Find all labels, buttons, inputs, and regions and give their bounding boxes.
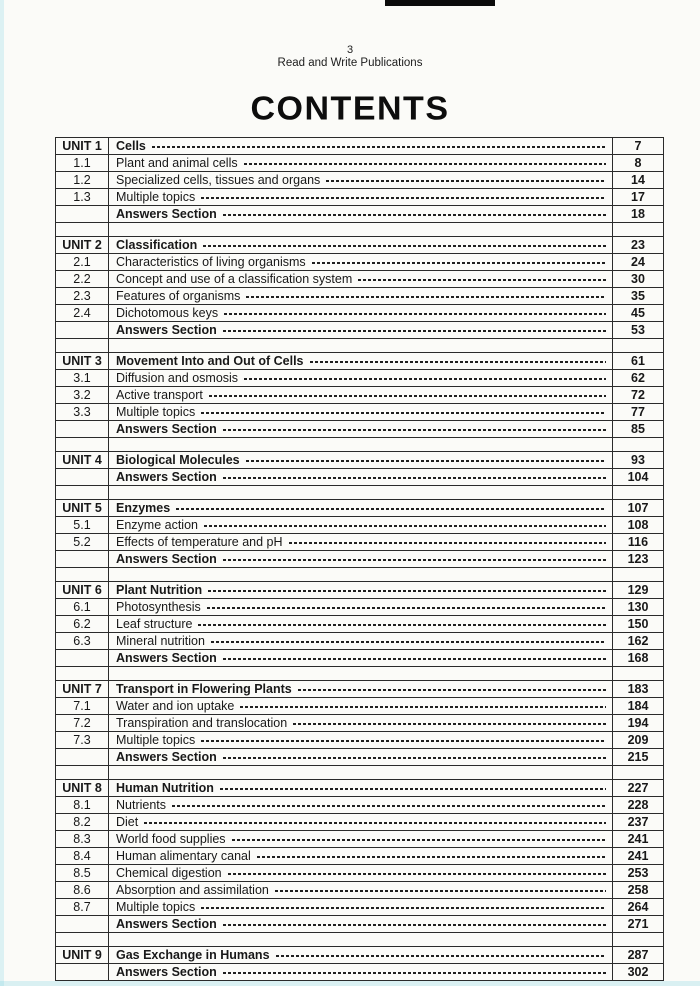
toc-row (56, 237, 664, 254)
unit-or-section-number (56, 916, 109, 933)
dotted-leader (223, 972, 606, 974)
toc-row (56, 749, 664, 766)
toc-row (56, 831, 664, 848)
toc-row (56, 322, 664, 339)
publisher-name: Read and Write Publications (277, 57, 423, 69)
entry-title-cell (109, 353, 613, 370)
toc-row (56, 599, 664, 616)
entry-title-cell (109, 599, 613, 616)
entry-page-number: 241 (613, 848, 664, 865)
contents-table-body (56, 138, 664, 981)
entry-title: Transpiration and translocation (116, 715, 288, 730)
dotted-leader (201, 740, 606, 742)
toc-spacer-row (56, 766, 664, 780)
entry-page-number: 241 (613, 831, 664, 848)
entry-title-cell (109, 633, 613, 650)
unit-or-section-number: 8.5 (56, 865, 109, 882)
entry-title: Concept and use of a classification system (116, 271, 353, 286)
entry-page-number: 108 (613, 517, 664, 534)
entry-page-number: 23 (613, 237, 664, 254)
entry-page-number: 93 (613, 452, 664, 469)
entry-title-cell (109, 404, 613, 421)
entry-page-number: 150 (613, 616, 664, 633)
entry-title-cell (109, 916, 613, 933)
entry-title-cell (109, 271, 613, 288)
toc-row (56, 698, 664, 715)
entry-title: Answers Section (116, 551, 217, 566)
entry-title: Answers Section (116, 206, 217, 221)
scan-artifact-top-bar (385, 0, 495, 6)
entry-page-number: 271 (613, 916, 664, 933)
entry-title-cell (109, 387, 613, 404)
unit-or-section-number: UNIT 9 (56, 947, 109, 964)
unit-or-section-number (56, 206, 109, 223)
entry-title-cell (109, 254, 613, 271)
dotted-leader (201, 907, 606, 909)
entry-page-number: 184 (613, 698, 664, 715)
entry-title: Mineral nutrition (116, 633, 205, 648)
entry-title: Multiple topics (116, 189, 196, 204)
entry-title-cell (109, 189, 613, 206)
entry-title: Enzymes (116, 500, 171, 515)
entry-title: Active transport (116, 387, 203, 402)
entry-title: Enzyme action (116, 517, 198, 532)
entry-page-number: 130 (613, 599, 664, 616)
toc-row (56, 715, 664, 732)
toc-row (56, 469, 664, 486)
entry-title-cell (109, 237, 613, 254)
toc-spacer-row (56, 933, 664, 947)
toc-spacer-row (56, 438, 664, 452)
entry-title: Classification (116, 237, 198, 252)
dotted-leader (152, 146, 606, 148)
entry-title-cell (109, 964, 613, 981)
dotted-leader (211, 641, 606, 643)
entry-title: Answers Section (116, 322, 217, 337)
dotted-leader (223, 658, 606, 660)
entry-title: Characteristics of living organisms (116, 254, 306, 269)
toc-row (56, 882, 664, 899)
unit-or-section-number: 2.1 (56, 254, 109, 271)
toc-row (56, 780, 664, 797)
entry-page-number: 129 (613, 582, 664, 599)
entry-page-number: 237 (613, 814, 664, 831)
toc-row (56, 732, 664, 749)
unit-or-section-number: UNIT 1 (56, 138, 109, 155)
toc-row (56, 517, 664, 534)
toc-spacer-row (56, 568, 664, 582)
dotted-leader (223, 924, 606, 926)
entry-page-number: 104 (613, 469, 664, 486)
entry-title-cell (109, 370, 613, 387)
unit-or-section-number: 8.4 (56, 848, 109, 865)
unit-or-section-number: 8.7 (56, 899, 109, 916)
entry-page-number: 258 (613, 882, 664, 899)
dotted-leader (172, 805, 606, 807)
entry-page-number: 116 (613, 534, 664, 551)
entry-title-cell (109, 698, 613, 715)
dotted-leader (144, 822, 606, 824)
entry-page-number: 18 (613, 206, 664, 223)
unit-or-section-number (56, 551, 109, 568)
entry-page-number: 61 (613, 353, 664, 370)
dotted-leader (220, 788, 606, 790)
entry-title-cell (109, 848, 613, 865)
entry-page-number: 123 (613, 551, 664, 568)
entry-title: Answers Section (116, 421, 217, 436)
entry-title-cell (109, 650, 613, 667)
toc-row (56, 421, 664, 438)
toc-row (56, 582, 664, 599)
toc-row (56, 370, 664, 387)
entry-title: Multiple topics (116, 732, 196, 747)
unit-or-section-number: 7.1 (56, 698, 109, 715)
entry-title: Dichotomous keys (116, 305, 219, 320)
toc-row (56, 797, 664, 814)
entry-title: Specialized cells, tissues and organs (116, 172, 321, 187)
contents-table (55, 137, 663, 981)
entry-title-cell (109, 814, 613, 831)
unit-or-section-number: 5.1 (56, 517, 109, 534)
dotted-leader (246, 460, 606, 462)
entry-title: Answers Section (116, 916, 217, 931)
toc-row (56, 452, 664, 469)
entry-page-number: 45 (613, 305, 664, 322)
entry-page-number: 62 (613, 370, 664, 387)
entry-title-cell (109, 469, 613, 486)
page-title: CONTENTS (250, 90, 450, 128)
dotted-leader (224, 313, 606, 315)
toc-spacer-row (56, 339, 664, 353)
dotted-leader (223, 330, 606, 332)
unit-or-section-number: 8.1 (56, 797, 109, 814)
dotted-leader (244, 163, 606, 165)
dotted-leader (223, 757, 606, 759)
entry-title: Multiple topics (116, 899, 196, 914)
entry-title-cell (109, 155, 613, 172)
entry-title: Nutrients (116, 797, 167, 812)
entry-title: Cells (116, 138, 146, 153)
entry-title-cell (109, 517, 613, 534)
entry-page-number: 7 (613, 138, 664, 155)
dotted-leader (257, 856, 606, 858)
entry-title: Movement Into and Out of Cells (116, 353, 304, 368)
toc-row (56, 254, 664, 271)
entry-title: Answers Section (116, 650, 217, 665)
entry-title: Answers Section (116, 469, 217, 484)
toc-row (56, 155, 664, 172)
toc-row (56, 172, 664, 189)
entry-title: Human Nutrition (116, 780, 214, 795)
dotted-leader (207, 607, 606, 609)
dotted-leader (244, 378, 606, 380)
dotted-leader (201, 197, 606, 199)
entry-title: Human alimentary canal (116, 848, 251, 863)
dotted-leader (298, 689, 606, 691)
entry-title-cell (109, 681, 613, 698)
unit-or-section-number (56, 421, 109, 438)
entry-title-cell (109, 206, 613, 223)
entry-title: Chemical digestion (116, 865, 222, 880)
entry-title-cell (109, 305, 613, 322)
toc-row (56, 964, 664, 981)
entry-title-cell (109, 500, 613, 517)
unit-or-section-number: 1.1 (56, 155, 109, 172)
unit-or-section-number: 2.3 (56, 288, 109, 305)
unit-or-section-number: UNIT 4 (56, 452, 109, 469)
entry-page-number: 209 (613, 732, 664, 749)
unit-or-section-number: UNIT 2 (56, 237, 109, 254)
entry-title: Diffusion and osmosis (116, 370, 239, 385)
toc-row (56, 288, 664, 305)
entry-title-cell (109, 582, 613, 599)
unit-or-section-number: 8.2 (56, 814, 109, 831)
entry-page-number: 35 (613, 288, 664, 305)
toc-row (56, 633, 664, 650)
entry-page-number: 253 (613, 865, 664, 882)
unit-or-section-number: 8.3 (56, 831, 109, 848)
scan-artifact-left-edge (0, 0, 4, 986)
unit-or-section-number: UNIT 3 (56, 353, 109, 370)
toc-row (56, 189, 664, 206)
entry-page-number: 302 (613, 964, 664, 981)
dotted-leader (223, 214, 606, 216)
toc-spacer-row (56, 486, 664, 500)
entry-page-number: 227 (613, 780, 664, 797)
toc-row (56, 865, 664, 882)
unit-or-section-number: 2.2 (56, 271, 109, 288)
dotted-leader (232, 839, 606, 841)
dotted-leader (275, 890, 606, 892)
entry-title-cell (109, 288, 613, 305)
unit-or-section-number (56, 749, 109, 766)
entry-title: Photosynthesis (116, 599, 201, 614)
toc-row (56, 404, 664, 421)
entry-title-cell (109, 831, 613, 848)
entry-page-number: 168 (613, 650, 664, 667)
entry-title-cell (109, 551, 613, 568)
entry-title-cell (109, 616, 613, 633)
entry-title-cell (109, 882, 613, 899)
unit-or-section-number: UNIT 6 (56, 582, 109, 599)
entry-title-cell (109, 899, 613, 916)
toc-row (56, 616, 664, 633)
entry-title-cell (109, 172, 613, 189)
unit-or-section-number: 3.3 (56, 404, 109, 421)
unit-or-section-number: 5.2 (56, 534, 109, 551)
dotted-leader (326, 180, 606, 182)
entry-title-cell (109, 322, 613, 339)
entry-title: Transport in Flowering Plants (116, 681, 292, 696)
toc-row (56, 271, 664, 288)
dotted-leader (276, 955, 606, 957)
entry-page-number: 194 (613, 715, 664, 732)
entry-title: Leaf structure (116, 616, 193, 631)
page-number: 3 (346, 44, 354, 56)
entry-title: Diet (116, 814, 139, 829)
toc-row (56, 650, 664, 667)
entry-page-number: 228 (613, 797, 664, 814)
unit-or-section-number: 3.2 (56, 387, 109, 404)
dotted-leader (312, 262, 606, 264)
toc-spacer-row (56, 223, 664, 237)
entry-title-cell (109, 138, 613, 155)
toc-row (56, 916, 664, 933)
dotted-leader (358, 279, 606, 281)
unit-or-section-number: UNIT 7 (56, 681, 109, 698)
unit-or-section-number: 1.2 (56, 172, 109, 189)
entry-page-number: 287 (613, 947, 664, 964)
dotted-leader (240, 706, 606, 708)
entry-page-number: 30 (613, 271, 664, 288)
dotted-leader (289, 542, 606, 544)
entry-page-number: 24 (613, 254, 664, 271)
entry-title: Answers Section (116, 964, 217, 979)
dotted-leader (198, 624, 606, 626)
scan-artifact-bottom-edge (0, 981, 700, 986)
entry-page-number: 17 (613, 189, 664, 206)
toc-row (56, 305, 664, 322)
toc-row (56, 947, 664, 964)
unit-or-section-number (56, 322, 109, 339)
toc-spacer-row (56, 667, 664, 681)
toc-row (56, 387, 664, 404)
entry-title: Biological Molecules (116, 452, 240, 467)
dotted-leader (203, 245, 606, 247)
entry-title: Gas Exchange in Humans (116, 947, 270, 962)
toc-row (56, 534, 664, 551)
entry-title-cell (109, 732, 613, 749)
entry-title: Effects of temperature and pH (116, 534, 283, 549)
dotted-leader (310, 361, 606, 363)
entry-page-number: 85 (613, 421, 664, 438)
entry-title-cell (109, 780, 613, 797)
dotted-leader (223, 559, 606, 561)
toc-row (56, 138, 664, 155)
entry-page-number: 14 (613, 172, 664, 189)
entry-page-number: 162 (613, 633, 664, 650)
entry-page-number: 77 (613, 404, 664, 421)
unit-or-section-number (56, 650, 109, 667)
entry-title: Answers Section (116, 749, 217, 764)
dotted-leader (209, 395, 606, 397)
entry-page-number: 264 (613, 899, 664, 916)
dotted-leader (176, 508, 606, 510)
entry-title: Water and ion uptake (116, 698, 235, 713)
unit-or-section-number: UNIT 5 (56, 500, 109, 517)
entry-title: Plant Nutrition (116, 582, 203, 597)
entry-page-number: 53 (613, 322, 664, 339)
entry-title-cell (109, 421, 613, 438)
entry-page-number: 107 (613, 500, 664, 517)
toc-row (56, 353, 664, 370)
unit-or-section-number: UNIT 8 (56, 780, 109, 797)
entry-title: Plant and animal cells (116, 155, 238, 170)
entry-title-cell (109, 865, 613, 882)
entry-page-number: 183 (613, 681, 664, 698)
toc-row (56, 551, 664, 568)
entry-title: World food supplies (116, 831, 226, 846)
unit-or-section-number: 8.6 (56, 882, 109, 899)
unit-or-section-number: 7.2 (56, 715, 109, 732)
entry-title: Multiple topics (116, 404, 196, 419)
entry-page-number: 72 (613, 387, 664, 404)
entry-title-cell (109, 797, 613, 814)
dotted-leader (204, 525, 606, 527)
entry-title: Absorption and assimilation (116, 882, 269, 897)
unit-or-section-number: 2.4 (56, 305, 109, 322)
entry-title: Features of organisms (116, 288, 241, 303)
dotted-leader (208, 590, 606, 592)
unit-or-section-number: 6.3 (56, 633, 109, 650)
unit-or-section-number: 3.1 (56, 370, 109, 387)
entry-title-cell (109, 534, 613, 551)
dotted-leader (293, 723, 606, 725)
entry-page-number: 215 (613, 749, 664, 766)
entry-page-number: 8 (613, 155, 664, 172)
unit-or-section-number (56, 964, 109, 981)
unit-or-section-number: 6.2 (56, 616, 109, 633)
dotted-leader (223, 477, 606, 479)
entry-title-cell (109, 452, 613, 469)
entry-title-cell (109, 715, 613, 732)
toc-row (56, 206, 664, 223)
dotted-leader (223, 429, 606, 431)
unit-or-section-number: 6.1 (56, 599, 109, 616)
entry-title-cell (109, 947, 613, 964)
toc-row (56, 899, 664, 916)
toc-row (56, 814, 664, 831)
dotted-leader (228, 873, 606, 875)
unit-or-section-number (56, 469, 109, 486)
unit-or-section-number: 1.3 (56, 189, 109, 206)
toc-row (56, 848, 664, 865)
toc-row (56, 500, 664, 517)
unit-or-section-number: 7.3 (56, 732, 109, 749)
dotted-leader (246, 296, 606, 298)
dotted-leader (201, 412, 606, 414)
toc-row (56, 681, 664, 698)
entry-title-cell (109, 749, 613, 766)
